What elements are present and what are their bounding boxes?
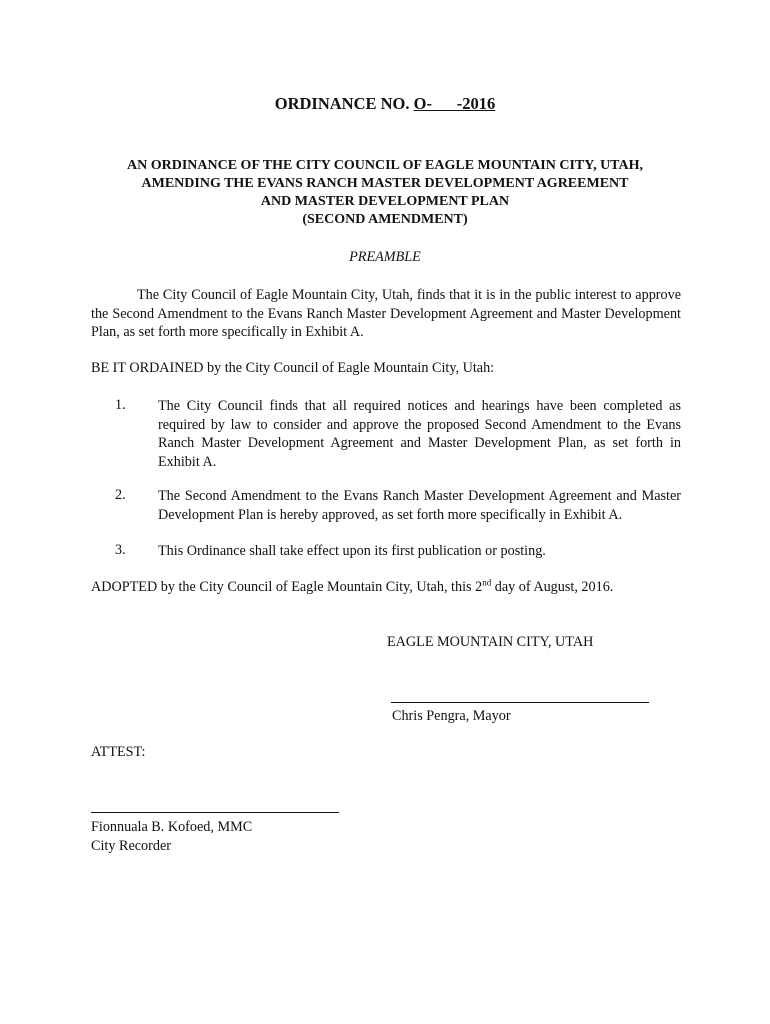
ordinance-title bbox=[0, 94, 770, 114]
item-text: The Second Amendment to the Evans Ranch Master Development Agreement and Master Development Plan is hereby approved, as set forth more specifically in Exhibit A. bbox=[158, 488, 681, 523]
heading-line: AN ORDINANCE OF THE CITY COUNCIL OF EAGLE MOUNTAIN CITY, UTAH, bbox=[127, 158, 643, 173]
adopted-text: ADOPTED by the City Council of Eagle Mountain City, Utah, this 2 bbox=[91, 579, 483, 595]
item-number: 1. bbox=[115, 397, 126, 413]
preamble-label: PREAMBLE bbox=[349, 249, 421, 265]
item-text: The City Council finds that all required notices and hearings have been completed as required by law to consider and approve the proposed Second Amendment to the Evans Ranch Master Development Agreement and Master Development Plan, as set forth in Exhibit A. bbox=[158, 398, 681, 470]
city-signature-heading: EAGLE MOUNTAIN CITY, UTAH bbox=[387, 634, 594, 650]
ordinal-suffix: nd bbox=[482, 577, 492, 588]
heading-line: AND MASTER DEVELOPMENT PLAN bbox=[260, 194, 510, 209]
heading-line: (SECOND AMENDMENT) bbox=[302, 212, 468, 227]
ordinance-number: O- -2016 bbox=[413, 94, 496, 113]
attest-label: ATTEST: bbox=[91, 744, 146, 760]
recorder-title: City Recorder bbox=[91, 837, 171, 854]
item-number: 3. bbox=[115, 542, 126, 558]
mayor-name: Chris Pengra, Mayor bbox=[392, 708, 511, 724]
ordinance-heading bbox=[0, 157, 770, 229]
mayor-signature-line bbox=[391, 702, 649, 703]
adopted-date: day of August, 2016. bbox=[491, 579, 614, 595]
item-number: 2. bbox=[115, 487, 126, 503]
recorder-name: Fionnuala B. Kofoed, MMC bbox=[91, 819, 253, 835]
preamble-paragraph: The City Council of Eagle Mountain City, Utah, finds that it is in the public interest to approve the Second Amendment to the Evans Ranch Master Development Agreement and Master Development Plan, as set forth more specifically in Exhibit A. bbox=[91, 287, 681, 340]
title-prefix: ORDINANCE NO. bbox=[274, 94, 414, 113]
heading-line: AMENDING THE EVANS RANCH MASTER DEVELOPMENT AGREEMENT bbox=[141, 176, 629, 191]
recorder-block bbox=[91, 818, 252, 855]
item-text: This Ordinance shall take effect upon its first publication or posting. bbox=[158, 543, 546, 559]
ordained-statement: BE IT ORDAINED by the City Council of Eagle Mountain City, Utah: bbox=[91, 360, 495, 376]
recorder-signature-line bbox=[91, 812, 339, 813]
adopted-statement bbox=[91, 578, 681, 597]
